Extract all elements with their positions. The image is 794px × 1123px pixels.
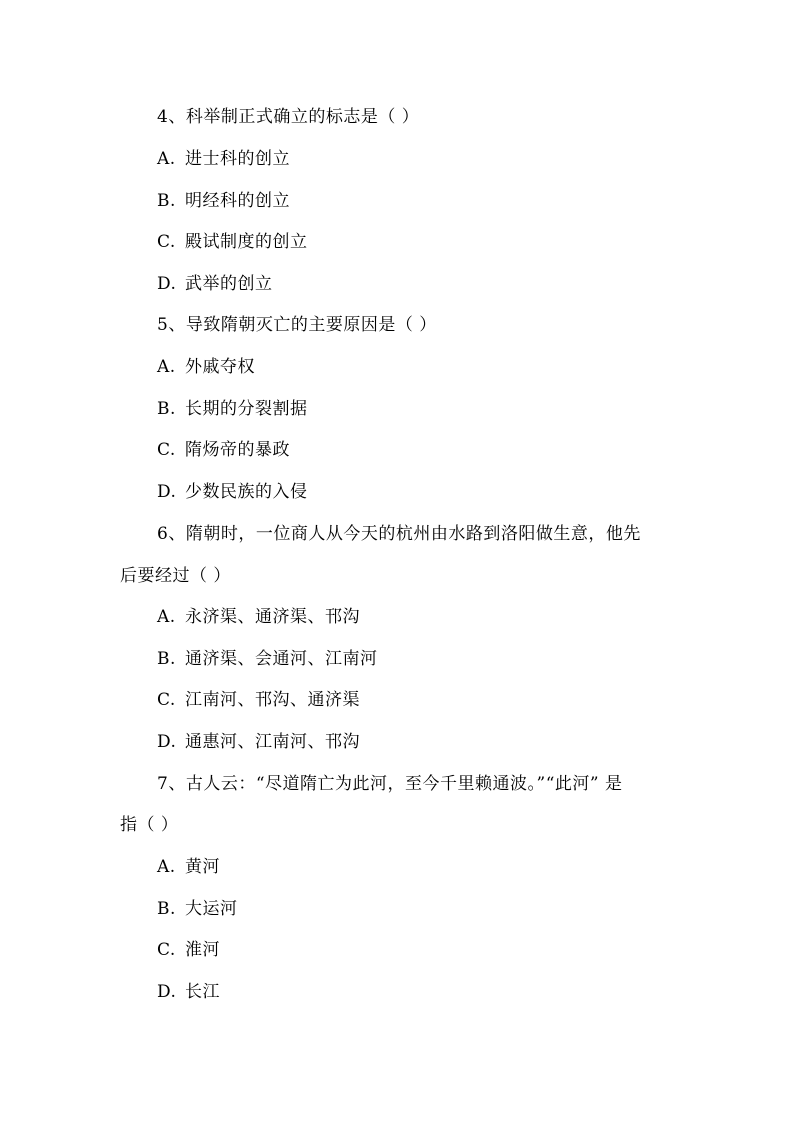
option-text: 外戚夺权	[185, 357, 255, 377]
question-7-option-d	[157, 981, 220, 1003]
question-6-stem-line1: 6、隋朝时，一位商人从今天的杭州由水路到洛阳做生意，他先	[157, 524, 641, 544]
option-text: 殿试制度的创立	[185, 232, 308, 252]
option-letter: C.	[157, 440, 176, 460]
option-letter: C.	[157, 940, 176, 960]
question-5-option-a	[157, 356, 255, 378]
option-letter: D.	[157, 732, 177, 752]
option-text: 明经科的创立	[185, 191, 290, 211]
option-text: 淮河	[185, 940, 220, 960]
question-6-option-b	[157, 648, 378, 670]
option-text: 大运河	[185, 899, 238, 919]
option-letter: C.	[157, 690, 176, 710]
option-letter: D.	[157, 482, 177, 502]
option-text: 江南河、邗沟、通济渠	[185, 690, 360, 710]
question-7-option-a	[157, 856, 220, 878]
option-text: 黄河	[185, 857, 220, 877]
option-letter: A.	[157, 607, 176, 627]
option-text: 长江	[185, 982, 220, 1002]
question-5-option-b	[157, 398, 308, 420]
option-letter: B.	[157, 191, 176, 211]
question-7-option-c	[157, 939, 220, 961]
question-4-option-d	[157, 273, 273, 295]
question-6-stem-line2: 后要经过（ ）	[120, 566, 231, 586]
option-letter: A.	[157, 857, 176, 877]
option-letter: B.	[157, 399, 176, 419]
option-text: 通惠河、江南河、邗沟	[185, 732, 360, 752]
option-text: 隋炀帝的暴政	[185, 440, 290, 460]
option-text: 武举的创立	[185, 274, 273, 294]
question-7-option-b	[157, 898, 238, 920]
option-letter: A.	[157, 357, 176, 377]
question-4-option-a	[157, 148, 290, 170]
question-5-option-d	[157, 481, 308, 503]
option-letter: A.	[157, 149, 176, 169]
question-5-stem: 5、导致隋朝灭亡的主要原因是（ ）	[157, 315, 437, 335]
question-6-option-c	[157, 689, 360, 711]
option-letter: D.	[157, 274, 177, 294]
question-7-stem-line1: 7、古人云：“尽道隋亡为此河，至今千里赖通波。”“此河” 是	[157, 774, 623, 794]
question-6-option-d	[157, 731, 360, 753]
option-letter: C.	[157, 232, 176, 252]
option-text: 进士科的创立	[185, 149, 290, 169]
option-letter: D.	[157, 982, 177, 1002]
option-text: 通济渠、会通河、江南河	[185, 649, 378, 669]
option-text: 少数民族的入侵	[185, 482, 308, 502]
question-6-option-a	[157, 606, 360, 628]
question-4-option-b	[157, 190, 290, 212]
question-4-stem: 4、科举制正式确立的标志是（ ）	[157, 107, 420, 127]
question-4-option-c	[157, 231, 308, 253]
option-text: 永济渠、通济渠、邗沟	[185, 607, 360, 627]
option-letter: B.	[157, 649, 176, 669]
option-letter: B.	[157, 899, 176, 919]
question-7-stem-line2: 指（ ）	[120, 815, 179, 835]
option-text: 长期的分裂割据	[185, 399, 308, 419]
question-5-option-c	[157, 439, 290, 461]
